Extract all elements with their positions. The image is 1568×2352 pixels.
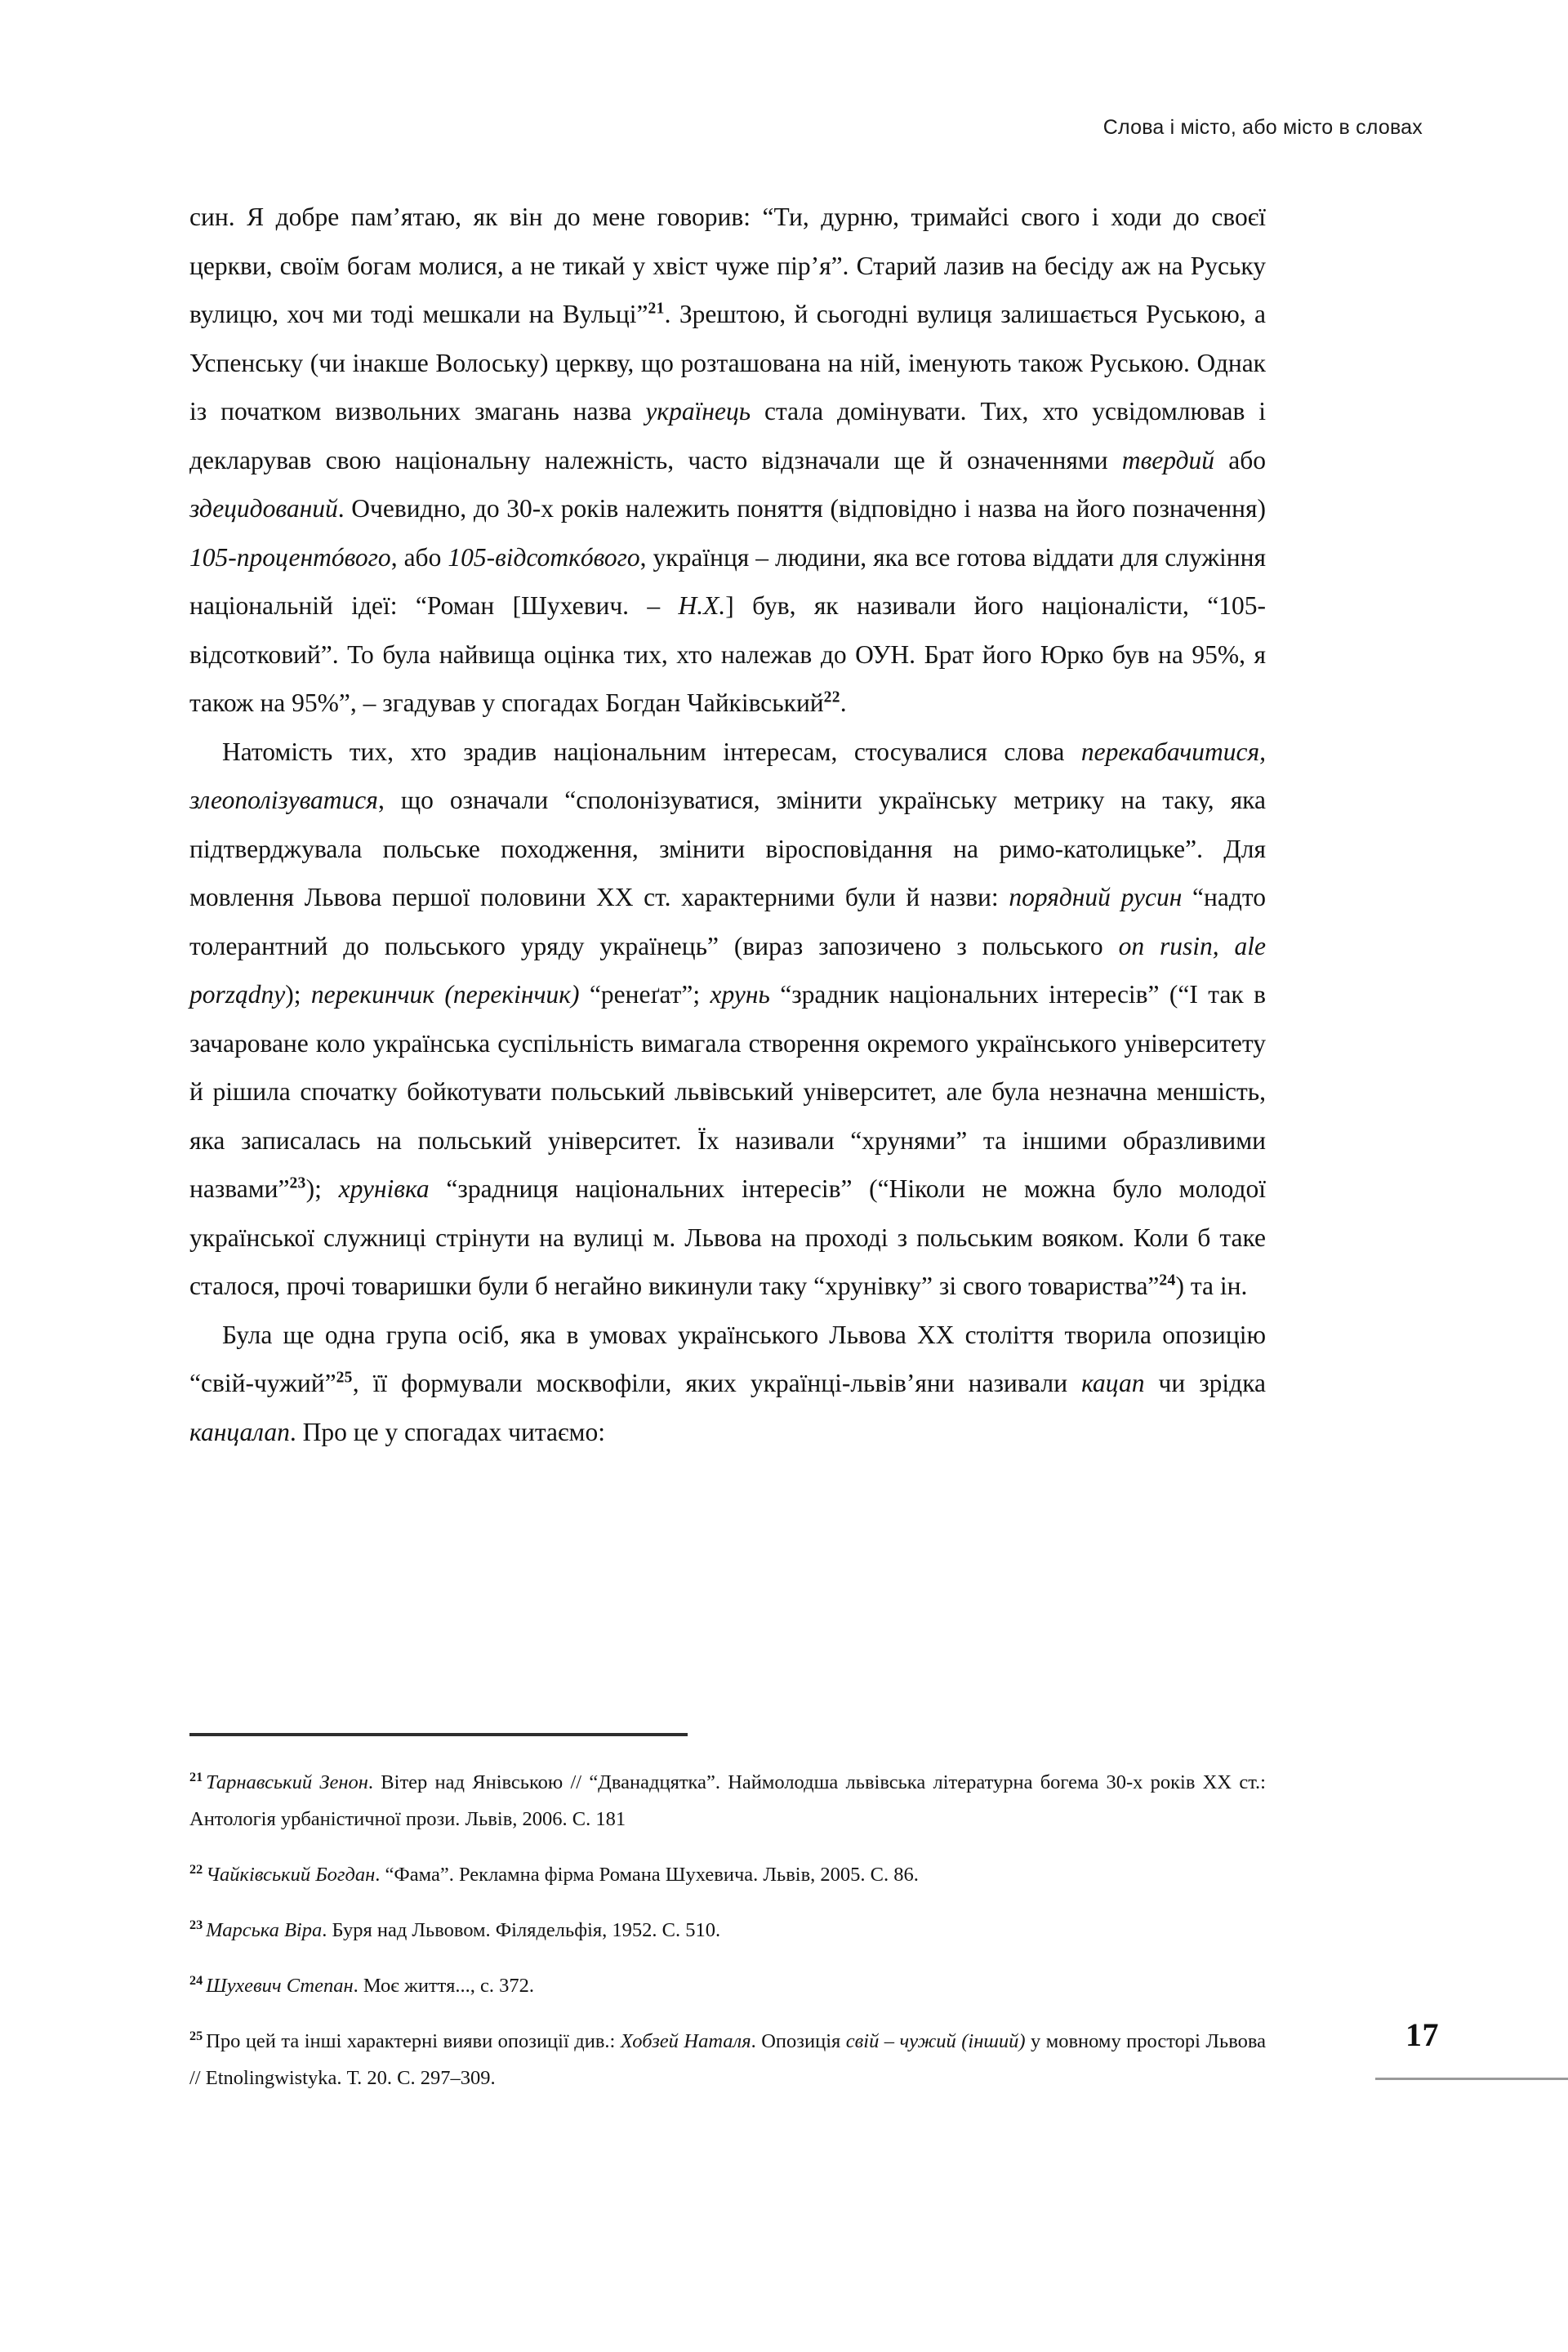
- emphasis-term: перекинчик (перекінчик): [310, 980, 580, 1009]
- footnote-number: 22: [189, 1862, 203, 1877]
- emphasis-term: кацап: [1081, 1369, 1145, 1397]
- emphasis-term: українець: [645, 397, 751, 425]
- footnote-entry: $^{22}$ Чайківський Богдан. “Фама”. Рекламна фірма Романа Шухевича. Львів, 2005. С. 86.: [189, 1862, 919, 1886]
- body-paragraph: Натомість тих, хто зрадив національним інтересам, стосувалися слова перекабачитися, злеополізуватися, що означали “сполонізуватися, змінити українську метрику на таку, яка підтверджувала польське походження, змінити віросповідання на римо-католицьке”. Для мовлення Львова першої половини XX ст. характерними були й назви: порядний русин “надто толерантний до польського уряду українець” (вираз запозичено з польського on rusin, ale porządny); перекинчик (перекінчик) “ренеґат”; хрунь “зрадник національних інтересів” (“І так в зачароване коло українська суспільність вимагала створення окремого українського університету й рішила спочатку бойкотувати польський львівський університет, але була незначна меншість, яка записалась на польський університет. Їх називали “хрунями” та іншими образливими назвами”$^{23}$); хрунівка “зрадниця національних інтересів” (“Ніколи не можна було молодої української служниці стрінути на вулиці м. Львова на проході з польським вояком. Коли б таке сталося, прочі товаришки були б негайно викинули таку “хрунівку” зі свого товариства”$^{24}$) та ін.: [189, 737, 1267, 1300]
- emphasis-term: Марська Віра: [206, 1919, 323, 1941]
- emphasis-term: 105-процентóвого: [189, 542, 391, 572]
- page-number-rule: [1375, 2078, 1568, 2080]
- emphasis-term: свій – чужий (інший): [845, 2030, 1026, 2052]
- emphasis-term: Чайківський Богдан: [206, 1864, 376, 1886]
- emphasis-term: on rusin, ale porządny: [189, 931, 1266, 1009]
- emphasis-term: Хобзей Наталя: [620, 2030, 751, 2052]
- footnote-reference[interactable]: 23: [289, 1174, 306, 1192]
- body-paragraph: Була ще одна група осіб, яка в умовах українського Львова XX століття творила опозицію “свій-чужий”$^{25}$, її формували москвофіли, яких українці-львів’яни називали кацап чи зрідка канцалап. Про це у спогадах читаємо:: [189, 1320, 1266, 1446]
- footnote-number: 21: [189, 1770, 203, 1784]
- page-number: 17: [1405, 2016, 1439, 2053]
- footnote-reference[interactable]: 24: [1159, 1272, 1176, 1290]
- footnote-entry: $^{25}$ Про цей та інші характерні вияви опозиції див.: Хобзей Наталя. Опозиція свій – чужий (інший) у мовному просторі Львова // Etnolingwistyka. Т. 20. С. 297–309.: [189, 2029, 1266, 2089]
- body-paragraph: син. Я добре пам’ятаю, як він до мене говорив: “Ти, дурню, тримайсі свого і ходи до своєї церкви, своїм богам молися, а не тикай у хвіст чуже пір’я”. Старий лазив на бесіду аж на Руську вулицю, хоч ми тоді мешкали на Вульці”$^{21}$. Зрештою, й сьогодні вулиця залишається Руською, а Успенську (чи інакше Волоську) церкву, що розташована на ній, іменують також Руською. Однак із початком визвольних змагань назва українець стала домінувати. Тих, хто усвідомлював і декларував свою національну належність, часто відзначали ще й означеннями твердий або здецидований. Очевидно, до 30-х років належить поняття (відповідно і назва на його позначення) 105-процентóвого, або 105-відсоткóвого, українця – людини, яка все готова віддати для служіння національній ідеї: “Роман [Шухевич. – Н.Х.] був, як називали його націоналісти, “105-відсотковий”. То була найвища оцінка тих, хто належав до ОУН. Брат його Юрко був на 95%, я також на 95%”, – згадував у спогадах Богдан Чайківський$^{22}$.: [189, 203, 1267, 717]
- emphasis-term: хрунівка: [338, 1174, 430, 1203]
- footnote-entry: $^{21}$ Тарнавський Зенон. Вітер над Янівською // “Дванадцятка”. Наймолодша львівська літературна богема 30-х років XX ст.: Антологія урбаністичної прози. Львів, 2006. С. 181: [189, 1770, 1266, 1830]
- footnote-entry: $^{23}$ Марська Віра. Буря над Львовом. Філядельфія, 1952. С. 510.: [189, 1918, 721, 1941]
- emphasis-term: 105-відсоткóвого: [448, 542, 640, 572]
- emphasis-term: порядний русин: [1009, 883, 1183, 911]
- footnote-reference[interactable]: 21: [648, 300, 665, 318]
- footnote-reference[interactable]: 25: [336, 1369, 353, 1387]
- emphasis-term: твердий: [1121, 445, 1215, 474]
- footnotes-section: [189, 1733, 1266, 2096]
- footnote-reference[interactable]: 22: [823, 688, 840, 706]
- footnote-entry: $^{24}$ Шухевич Степан. Моє життя..., с. 372.: [189, 1973, 534, 1997]
- running-head: Слова і місто, або місто в словах: [1102, 116, 1423, 139]
- footnote-separator-rule: [189, 1733, 688, 1736]
- emphasis-term: здецидований: [189, 494, 338, 523]
- body-text-block: [189, 193, 1266, 1456]
- emphasis-term: хрунь: [710, 980, 770, 1009]
- footnote-number: 25: [189, 2029, 203, 2043]
- footnote-list: [189, 1764, 1266, 2096]
- footnote-number: 23: [189, 1918, 203, 1932]
- emphasis-term: канцалап: [189, 1417, 290, 1446]
- emphasis-term: Н.Х.: [678, 591, 726, 620]
- emphasis-term: перекабачитися, злеополізуватися: [189, 737, 1266, 814]
- footnote-number: 24: [189, 1973, 203, 1988]
- emphasis-term: Тарнавський Зенон: [206, 1771, 368, 1793]
- emphasis-term: Шухевич Степан: [206, 1975, 354, 1997]
